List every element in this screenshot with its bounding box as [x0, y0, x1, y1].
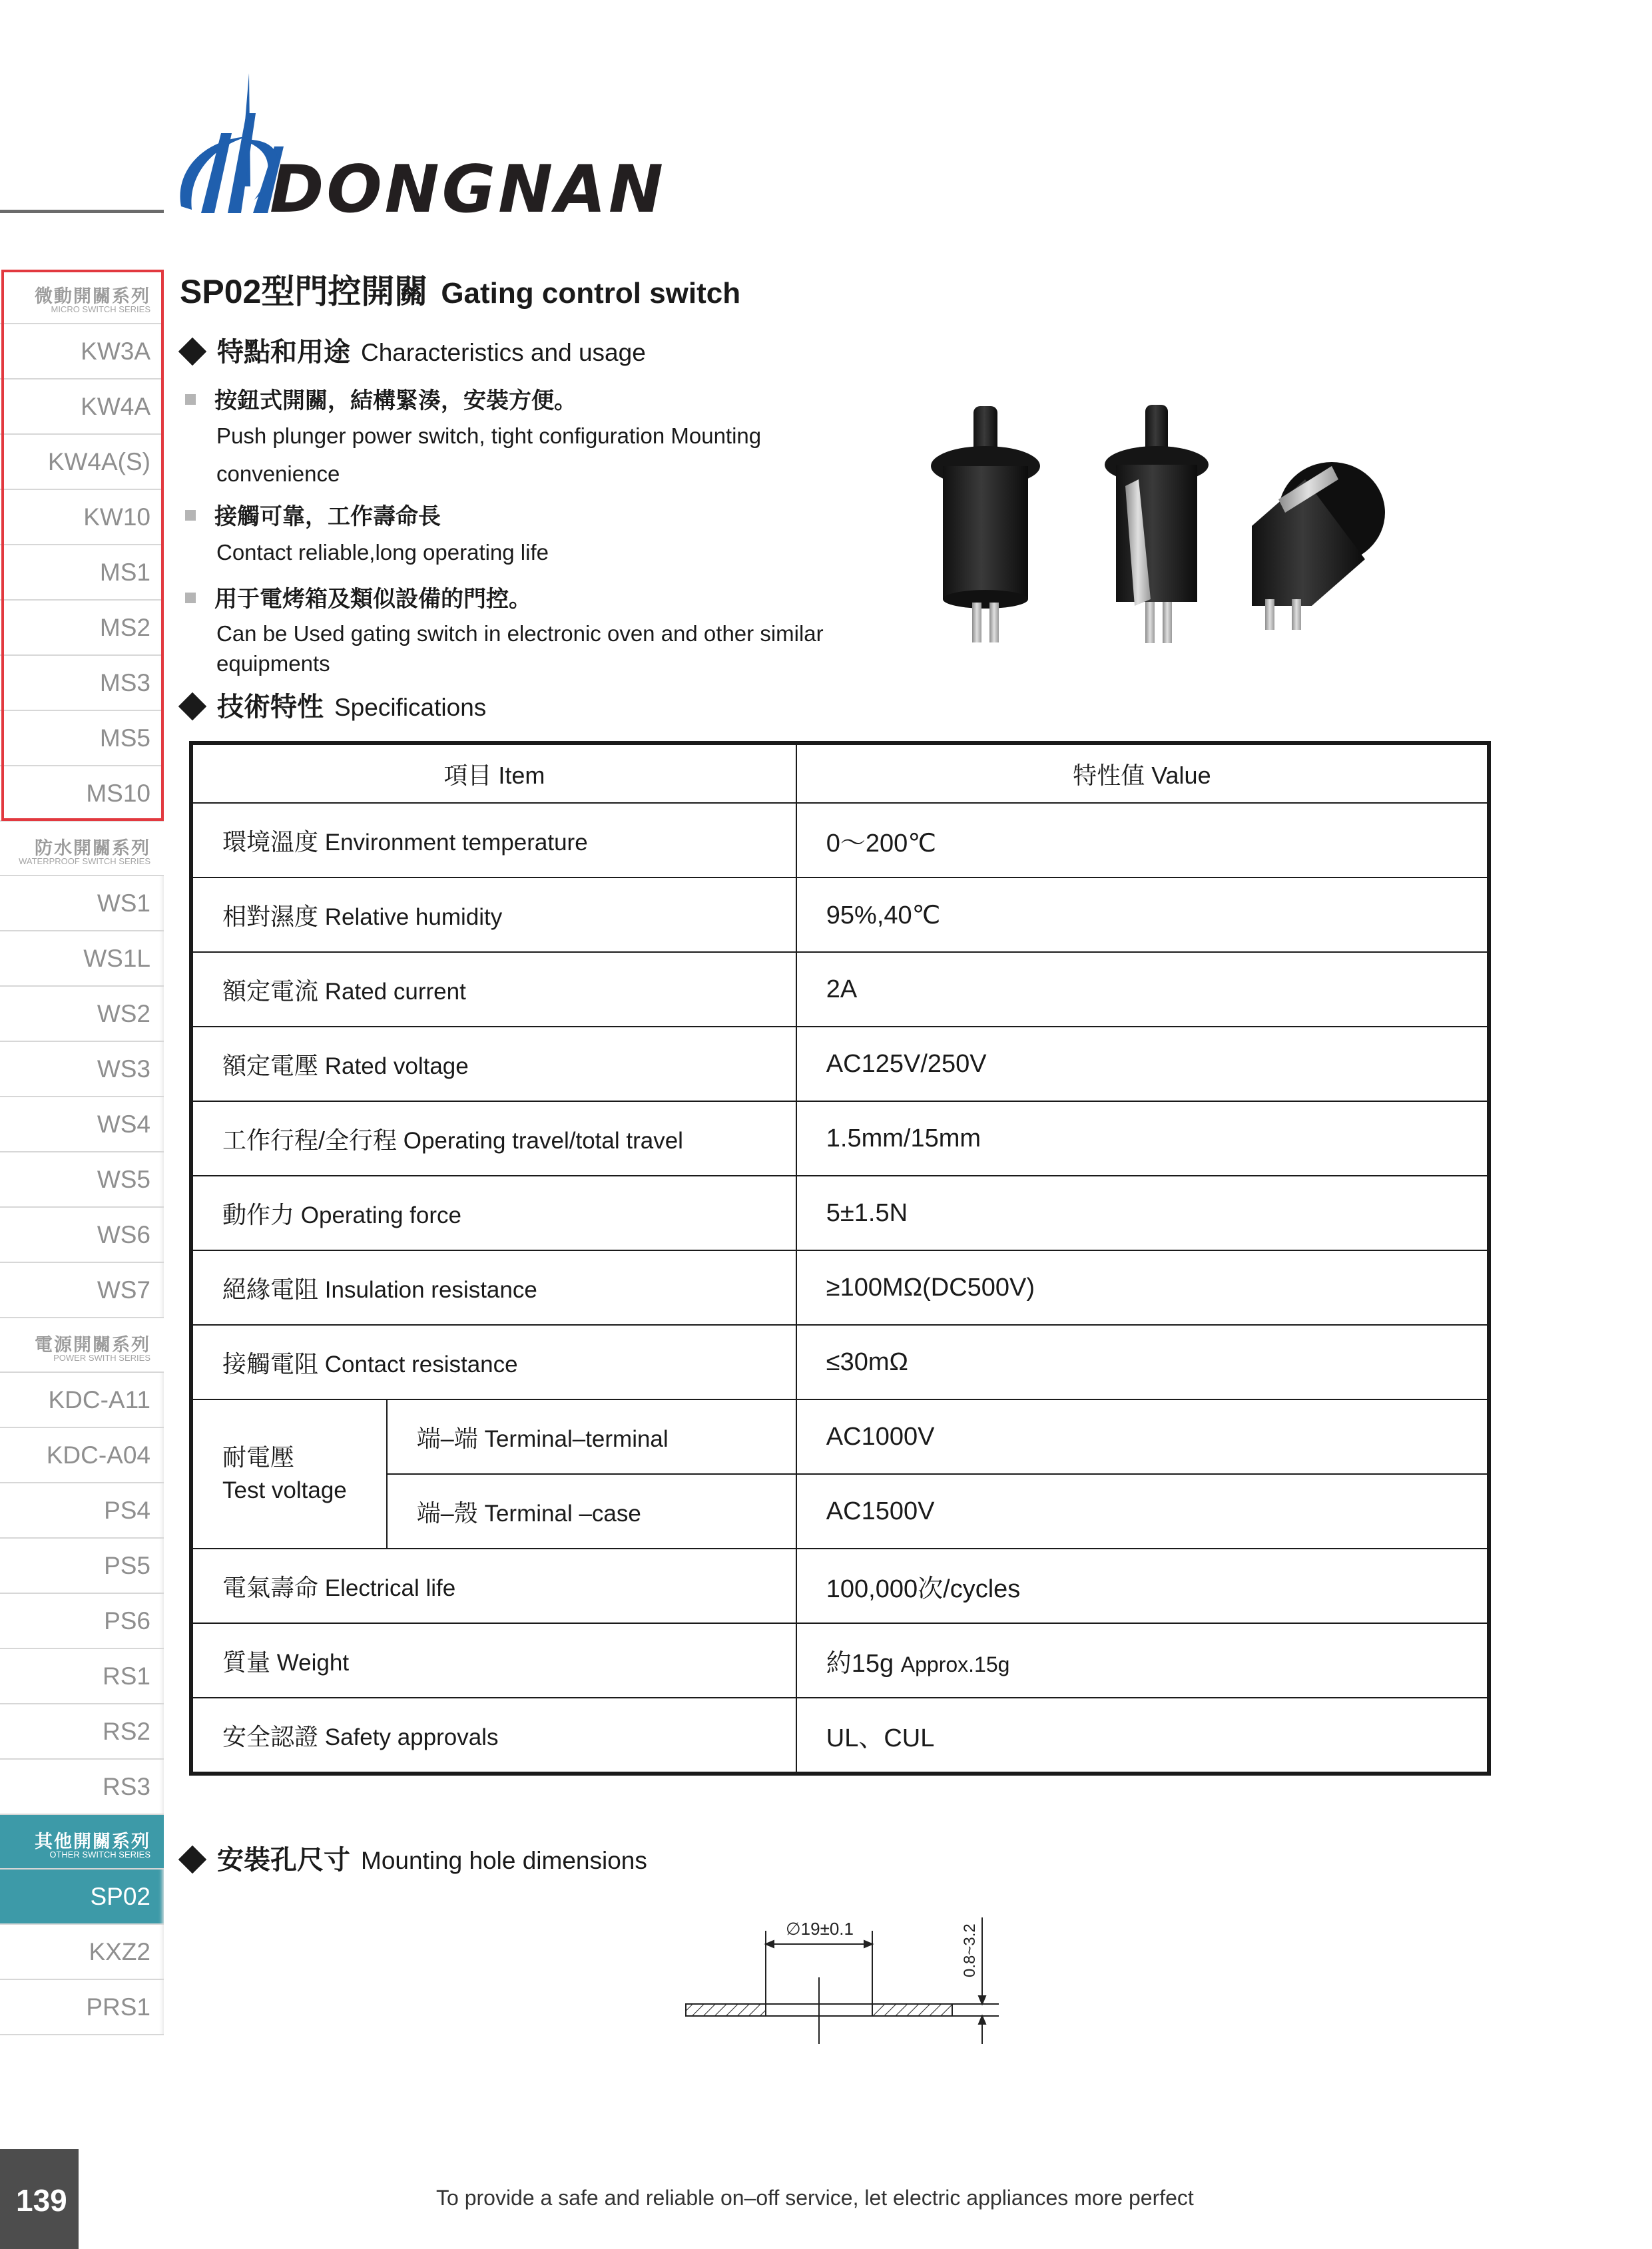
sidebar-item-label: KW3A	[81, 338, 150, 365]
spec-sublabel-cn: 端–殼	[416, 1499, 478, 1527]
sidebar-item-ws7[interactable]	[0, 1263, 164, 1318]
category-power[interactable]	[0, 1318, 164, 1373]
bullet-text-cn: 用于電烤箱及類似設備的門控。	[214, 587, 531, 612]
bullet-text-cn: 按鈕式開關，結構緊湊，安裝方便。	[214, 388, 577, 413]
spec-value-cn: 約15g	[826, 1649, 894, 1678]
sidebar-item-ms2[interactable]	[0, 601, 164, 656]
spec-label-cn: 相對濕度	[222, 902, 319, 930]
category-sublabel: MICRO SWITCH SERIES	[51, 304, 150, 314]
spec-value	[796, 1623, 1489, 1698]
sidebar-item-ws4[interactable]	[0, 1097, 164, 1152]
specifications-heading	[178, 686, 486, 724]
sidebar-item-ms5[interactable]	[0, 711, 164, 766]
sidebar-item-label: WS7	[97, 1276, 150, 1304]
table-row	[191, 952, 1489, 1027]
sidebar-item-label: PS4	[104, 1497, 150, 1524]
spec-label	[191, 1623, 796, 1698]
sidebar-item-kw4as[interactable]	[0, 435, 164, 490]
sidebar-item-label: PRS1	[86, 1993, 150, 2021]
sidebar-item-label: KW4A	[81, 393, 150, 420]
feature-bullet-2	[185, 498, 441, 531]
spec-label	[191, 952, 796, 1027]
switch-angled	[1252, 462, 1385, 630]
spec-value: UL、CUL	[796, 1698, 1489, 1774]
footer-slogan: To provide a safe and reliable on–off service, let electric appliances more perfect	[436, 2186, 1194, 2210]
sidebar-item-label: KXZ2	[89, 1938, 150, 1965]
category-micro[interactable]	[0, 270, 164, 324]
spec-sublabel-en: Terminal–terminal	[484, 1425, 669, 1452]
sidebar-item-label: PS6	[104, 1607, 150, 1634]
product-title	[180, 265, 740, 313]
spec-label-en: Electrical life	[324, 1575, 456, 1601]
sidebar-item-ms10[interactable]	[0, 766, 164, 822]
sidebar-item-kdc-a04[interactable]	[0, 1428, 164, 1483]
table-row	[191, 1549, 1489, 1623]
bullet-text-cn: 接觸可靠，工作壽命長	[214, 504, 441, 529]
sidebar-item-ws2[interactable]	[0, 987, 164, 1042]
table-row	[191, 877, 1489, 952]
sidebar-item-label: MS10	[86, 780, 150, 807]
sidebar-item-label: RS3	[103, 1773, 150, 1800]
spec-label	[191, 1101, 796, 1176]
sidebar-item-label: WS4	[97, 1111, 150, 1138]
spec-value: AC1500V	[796, 1474, 1489, 1549]
category-sublabel: WATERPROOF SWITCH SERIES	[19, 856, 150, 866]
spec-label-cn: 動作力	[222, 1200, 295, 1228]
sidebar-item-label: WS1L	[83, 945, 150, 972]
spec-label-en: Operating force	[300, 1202, 461, 1228]
spec-value: AC125V/250V	[796, 1027, 1489, 1101]
category-label: 微動開關系列	[35, 286, 150, 306]
sidebar-item-kw3a[interactable]	[0, 324, 164, 379]
category-label: 其他開關系列	[35, 1832, 150, 1852]
sidebar-item-ms1[interactable]	[0, 545, 164, 601]
category-waterproof[interactable]	[0, 822, 164, 876]
page-number-tab	[0, 2149, 79, 2249]
spec-value: 100,000次/cycles	[796, 1549, 1489, 1623]
header-rule	[0, 210, 164, 213]
specifications-table	[189, 741, 1491, 1776]
sidebar-item-label: KW10	[83, 503, 150, 531]
sidebar-item-ps5[interactable]	[0, 1539, 164, 1594]
spec-label	[191, 1698, 796, 1774]
sidebar-item-label: WS2	[97, 1000, 150, 1027]
diamond-bullet-icon	[178, 338, 206, 366]
table-row	[191, 1698, 1489, 1774]
spec-label-cn: 額定電壓	[222, 1051, 319, 1079]
spec-sublabel-cn: 端–端	[416, 1424, 478, 1452]
spec-label	[191, 1250, 796, 1325]
spec-label-en: Relative humidity	[324, 903, 503, 930]
feature-bullet-1	[185, 382, 577, 415]
sidebar-item-kw10[interactable]	[0, 490, 164, 545]
spec-label-cn: 電氣壽命	[222, 1573, 319, 1601]
heading-cn: 特點和用途	[217, 338, 350, 367]
spec-label	[191, 1176, 796, 1250]
product-title-cn: SP02型門控開關	[180, 273, 428, 310]
sidebar-item-label: MS1	[99, 559, 150, 586]
feature-text-1b: convenience	[216, 461, 340, 486]
sidebar-item-ws3[interactable]	[0, 1042, 164, 1097]
sidebar-item-rs3[interactable]	[0, 1760, 164, 1815]
table-row	[191, 1101, 1489, 1176]
spec-value: ≤30mΩ	[796, 1325, 1489, 1399]
spec-value: 2A	[796, 952, 1489, 1027]
sidebar-item-ps6[interactable]	[0, 1594, 164, 1649]
heading-cn: 安裝孔尺寸	[217, 1846, 350, 1875]
sidebar-item-label: SP02	[90, 1883, 150, 1910]
spec-value-en: Approx.15g	[900, 1652, 1010, 1676]
sidebar-item-label: KDC-A04	[46, 1441, 150, 1469]
spec-label-en: Rated current	[324, 978, 466, 1005]
mounting-heading	[178, 1839, 647, 1877]
sidebar-item-label: WS5	[97, 1166, 150, 1193]
category-label: 電源開關系列	[35, 1335, 150, 1355]
spec-value: 1.5mm/15mm	[796, 1101, 1489, 1176]
spec-sublabel	[387, 1474, 796, 1549]
spec-label-en: Contact resistance	[324, 1351, 518, 1377]
sidebar-item-kdc-a11[interactable]	[0, 1373, 164, 1428]
logo-mark	[180, 73, 284, 213]
thickness-label: 0.8~3.2	[961, 1923, 979, 1977]
table-row	[191, 803, 1489, 877]
table-header-row	[191, 743, 1489, 803]
spec-sublabel	[387, 1399, 796, 1474]
sidebar-item-sp02[interactable]	[0, 1870, 164, 1925]
square-bullet-icon	[185, 510, 196, 521]
spec-label-en: Safety approvals	[324, 1724, 499, 1750]
spec-label-en: Insulation resistance	[324, 1276, 537, 1303]
spec-value: 95%,40℃	[796, 877, 1489, 952]
sidebar-item-label: MS3	[99, 669, 150, 696]
spec-label-cn: 耐電壓	[222, 1443, 295, 1471]
sidebar-item-label: MS2	[99, 614, 150, 641]
category-label: 防水開關系列	[35, 838, 150, 858]
heading-en: Characteristics and usage	[361, 339, 646, 366]
spec-label	[191, 1027, 796, 1101]
diamond-bullet-icon	[178, 692, 206, 720]
table-row	[191, 1623, 1489, 1698]
square-bullet-icon	[185, 394, 196, 405]
table-row	[191, 1250, 1489, 1325]
spec-label-cn: 環境溫度	[222, 828, 319, 856]
spec-value: ≥100MΩ(DC500V)	[796, 1250, 1489, 1325]
spec-label-en: Operating travel/total travel	[403, 1127, 683, 1154]
table-row	[191, 1325, 1489, 1399]
sidebar-item-prs1[interactable]	[0, 1980, 164, 2035]
sidebar-item-label: RS2	[103, 1718, 150, 1745]
sidebar-item-ws1[interactable]	[0, 876, 164, 931]
sidebar-item-kxz2[interactable]	[0, 1925, 164, 1980]
product-photo	[906, 386, 1412, 692]
table-row	[191, 1027, 1489, 1101]
sidebar-item-ws1l[interactable]	[0, 931, 164, 987]
sidebar-item-ws5[interactable]	[0, 1152, 164, 1208]
category-sublabel: POWER SWITH SERIES	[53, 1353, 150, 1363]
category-other[interactable]	[0, 1815, 164, 1870]
sidebar-item-rs1[interactable]	[0, 1649, 164, 1704]
column-header-item: 項目 Item	[191, 743, 796, 803]
sidebar-item-label: WS3	[97, 1055, 150, 1083]
table-row	[191, 1399, 1489, 1474]
heading-en: Mounting hole dimensions	[361, 1847, 647, 1874]
characteristics-heading	[178, 331, 646, 369]
feature-text-3b: equipments	[216, 651, 330, 676]
spec-label	[191, 1325, 796, 1399]
spec-sublabel-en: Terminal –case	[484, 1500, 641, 1527]
sidebar-item-ms3[interactable]	[0, 656, 164, 711]
brand-name: DONGNAN	[270, 152, 666, 228]
diamond-bullet-icon	[178, 1846, 206, 1874]
feature-text-3a: Can be Used gating switch in electronic oven and other similar	[216, 621, 824, 646]
table-row	[191, 1176, 1489, 1250]
feature-text-1a: Push plunger power switch, tight configuration Mounting	[216, 423, 762, 448]
spec-label-en: Weight	[276, 1649, 350, 1676]
sidebar-item-label: KW4A(S)	[47, 448, 150, 475]
column-header-value: 特性值 Value	[796, 743, 1489, 803]
category-sublabel: OTHER SWITCH SERIES	[49, 1850, 150, 1860]
sidebar-item-rs2[interactable]	[0, 1704, 164, 1760]
spec-label-cn: 安全認證	[222, 1722, 319, 1750]
sidebar-item-ws6[interactable]	[0, 1208, 164, 1263]
spec-label-cn: 接觸電阻	[222, 1350, 319, 1377]
switch-front	[931, 406, 1040, 642]
sidebar-item-label: RS1	[103, 1662, 150, 1690]
spec-label-en: Test voltage	[222, 1477, 347, 1503]
heading-cn: 技術特性	[217, 692, 324, 722]
mounting-hole-drawing	[679, 1904, 1025, 2051]
feature-text-2: Contact reliable,long operating life	[216, 540, 549, 565]
spec-label	[191, 877, 796, 952]
product-title-en: Gating control switch	[441, 277, 741, 310]
test-voltage-label	[191, 1399, 387, 1549]
square-bullet-icon	[185, 593, 196, 603]
spec-label-cn: 絕緣電阻	[222, 1275, 319, 1303]
spec-label-cn: 額定電流	[222, 977, 319, 1005]
sidebar-item-label: MS5	[99, 724, 150, 752]
sidebar-item-kw4a[interactable]	[0, 379, 164, 435]
sidebar-item-label: PS5	[104, 1552, 150, 1579]
spec-label-cn: 工作行程/全行程	[222, 1126, 398, 1154]
sidebar-item-label: WS1	[97, 889, 150, 917]
diameter-label: ∅19±0.1	[786, 1919, 854, 1939]
spec-label-en: Rated voltage	[324, 1053, 469, 1079]
spec-label-en: Environment temperature	[324, 829, 588, 856]
spec-label-cn: 質量	[222, 1648, 271, 1676]
heading-en: Specifications	[334, 694, 487, 721]
switch-side	[1105, 405, 1209, 643]
sidebar-item-label: WS6	[97, 1221, 150, 1248]
spec-label	[191, 803, 796, 877]
sidebar-item-label: KDC-A11	[48, 1386, 150, 1413]
spec-label	[191, 1549, 796, 1623]
spec-value: AC1000V	[796, 1399, 1489, 1474]
page-number: 139	[16, 2183, 67, 2218]
spec-value: 0～200℃	[796, 803, 1489, 877]
series-sidebar	[0, 270, 164, 2035]
feature-bullet-3	[185, 581, 531, 613]
sidebar-item-ps4[interactable]	[0, 1483, 164, 1539]
spec-value: 5±1.5N	[796, 1176, 1489, 1250]
